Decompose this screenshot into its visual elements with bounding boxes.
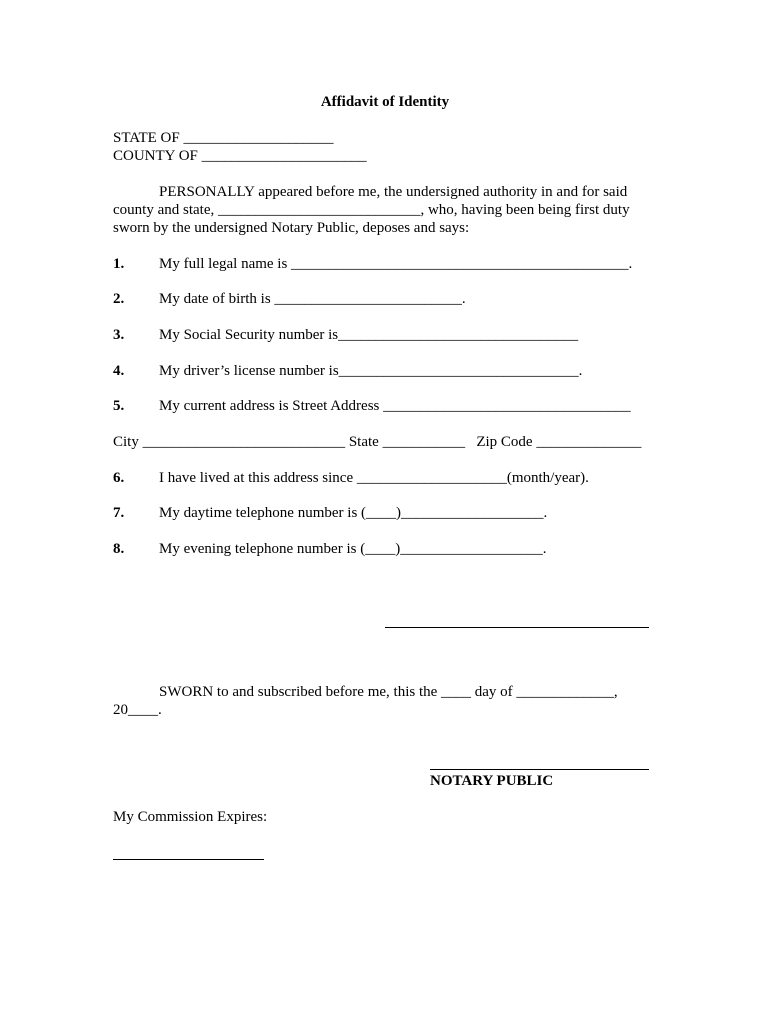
intro-line-2: county and state, ___________________________, who, having been being first duty bbox=[113, 202, 630, 218]
item-text-6: I have lived at this address since ____________________(month/year). bbox=[159, 470, 589, 486]
item-number-4: 4. bbox=[113, 363, 125, 379]
commission-expires-label: My Commission Expires: bbox=[113, 809, 268, 825]
item-number-7: 7. bbox=[113, 505, 125, 521]
notary-public-label: NOTARY PUBLIC bbox=[430, 773, 554, 789]
city-line: City ___________________________ State ___________ Zip Code ______________ bbox=[113, 434, 642, 450]
intro-line-3: sworn by the undersigned Notary Public, deposes and says: bbox=[113, 220, 470, 236]
item-text-7: My daytime telephone number is (____)___________________. bbox=[159, 505, 548, 521]
item-text-8: My evening telephone number is (____)___________________. bbox=[159, 541, 547, 557]
item-number-8: 8. bbox=[113, 541, 125, 557]
commission-date-line bbox=[113, 859, 264, 860]
notary-signature-line bbox=[430, 769, 649, 770]
sworn-line-1: SWORN to and subscribed before me, this the ____ day of _____________, bbox=[159, 684, 618, 700]
item-number-3: 3. bbox=[113, 327, 125, 343]
item-text-1: My full legal name is _____________________________________________. bbox=[159, 256, 633, 272]
item-text-5: My current address is Street Address _________________________________ bbox=[159, 398, 631, 414]
county-line: COUNTY OF ______________________ bbox=[113, 148, 367, 164]
state-line: STATE OF ____________________ bbox=[113, 130, 334, 146]
item-number-1: 1. bbox=[113, 256, 125, 272]
intro-line-1: PERSONALLY appeared before me, the undersigned authority in and for said bbox=[159, 184, 628, 200]
item-number-2: 2. bbox=[113, 291, 125, 307]
item-text-2: My date of birth is _________________________. bbox=[159, 291, 466, 307]
affiant-signature-line bbox=[385, 627, 649, 628]
item-number-6: 6. bbox=[113, 470, 125, 486]
sworn-line-2: 20____. bbox=[113, 702, 162, 718]
item-number-5: 5. bbox=[113, 398, 125, 414]
item-text-3: My Social Security number is________________________________ bbox=[159, 327, 579, 343]
item-text-4: My driver’s license number is________________________________. bbox=[159, 363, 583, 379]
document-title: Affidavit of Identity bbox=[320, 94, 450, 110]
